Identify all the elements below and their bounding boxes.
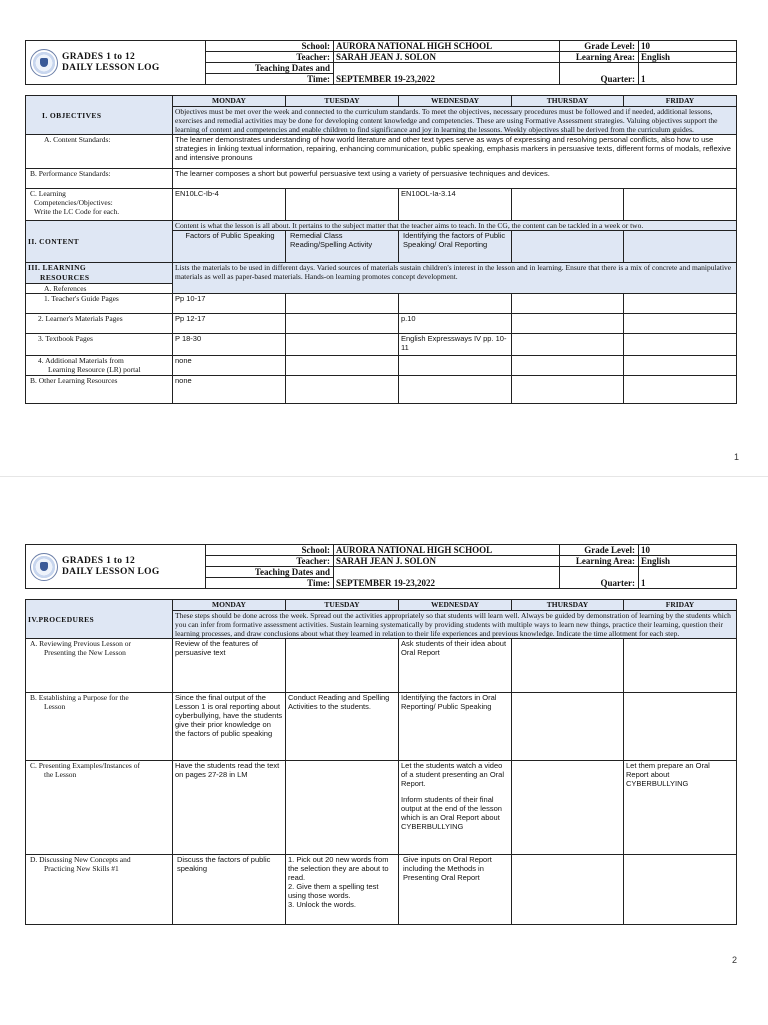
other-resources-friday [624,376,737,404]
textbook-monday: P 18-30 [173,334,286,356]
teacher-label: Teacher: [206,52,334,63]
procedures-label: IV.PROCEDURES [26,600,173,639]
step-d-wednesday: Give inputs on Oral Report including the Methods in Presenting Oral Report [399,855,512,925]
competency-friday [624,189,737,221]
quarter-label: Quarter: [560,63,639,85]
school-label: School: [206,41,334,52]
step-a-label [26,639,173,693]
header-table [25,40,737,85]
header-title-line1: GRADES 1 to 12 [62,51,136,62]
step-a-wednesday: Ask students of their idea about Oral Report [399,639,512,693]
step-a-label-2: Presenting the New Lesson [44,648,126,657]
lesson-table-1 [25,95,737,404]
procedures-description: These steps should be done across the week. Spread out the activities appropriately so that students will learn well. Always be guided by demonstration of learning by the students which you can infer from formative assessment activities. Sustain learning systematically by providing students with multiple ways to learn new things, practice their learning, question their learning processes, and draw conclusions about what they learned in relation to their life experiences and previous knowledge. Indicate the time allotment for each step. [173,611,737,639]
textbook-label: 3. Textbook Pages [26,334,173,356]
performance-standards-label: B. Performance Standards: [26,169,173,189]
content-standards-value: The learner demonstrates understanding of how world literature and other text types serve as ways of expressing and resolving personal conflicts, also how to use strategies in linking textual information, repairing, enhancing communication, public speaking, emphasis markers in persuasive texts, different forms of modals, reflexive and intensive pronouns [173,135,737,169]
step-c-thursday [512,761,624,855]
objectives-label: I. OBJECTIVES [26,96,173,135]
content-monday: Factors of Public Speaking [173,231,286,263]
performance-standards-value: The learner composes a short but powerful persuasive text using a variety of persuasive techniques and devices. [173,169,737,189]
textbook-tuesday [286,334,399,356]
step-b-wednesday: Identifying the factors in Oral Reporting/ Public Speaking [399,693,512,761]
competency-monday: EN10LC-Ib-4 [173,189,286,221]
competencies-label [26,189,173,221]
step-c-label [26,761,173,855]
additional-materials-friday [624,356,737,376]
competency-tuesday [286,189,399,221]
step-d-label-1: D. Discussing New Concepts and [30,855,131,864]
step-b-label [26,693,173,761]
header-table-2 [25,544,737,589]
step-a-label-1: A. Reviewing Previous Lesson or [30,639,132,648]
content-friday [624,231,737,263]
day-tuesday-2: TUESDAY [286,600,399,611]
day-wednesday-2: WEDNESDAY [399,600,512,611]
dates-label-2: Time: [206,74,334,85]
grade-label-2: Grade Level: [560,545,639,556]
teachers-guide-tuesday [286,294,399,314]
grade-label: Grade Level: [560,41,639,52]
day-friday: FRIDAY [624,96,737,107]
step-d-tuesday [286,855,399,925]
header-title-line2-2: DAILY LESSON LOG [62,566,160,577]
step-d-monday: Discuss the factors of public speaking [173,855,286,925]
step-c-wednesday [399,761,512,855]
quarter-value: 1 [639,63,737,85]
teachers-guide-wednesday [399,294,512,314]
step-b-tuesday: Conduct Reading and Spelling Activities to the students. [286,693,399,761]
other-resources-label: B. Other Learning Resources [26,376,173,404]
other-resources-tuesday [286,376,399,404]
teacher-label-2: Teacher: [206,556,334,567]
day-wednesday: WEDNESDAY [399,96,512,107]
step-d-tuesday-2: 2. Give them a spelling test using those words. [288,882,379,900]
header-title-line2: DAILY LESSON LOG [62,62,160,73]
textbook-wednesday: English Expressways IV pp. 10-11 [399,334,512,356]
step-b-monday: Since the final output of the Lesson 1 is oral reporting about cyberbullying, have the students give their prior knowledge on the factors of public speaking [173,693,286,761]
area-value: English [639,52,737,63]
content-tuesday: Remedial Class Reading/Spelling Activity [286,231,399,263]
step-c-friday [624,761,737,855]
textbook-thursday [512,334,624,356]
deped-seal-icon-2 [30,553,58,581]
header-logo-cell-2 [26,545,206,589]
teachers-guide-monday: Pp 10-17 [173,294,286,314]
step-a-friday [624,639,737,693]
step-d-tuesday-1: 1. Pick out 20 new words from the selection they are about to read. [288,855,389,882]
teachers-guide-label: 1. Teacher's Guide Pages [26,294,173,314]
day-friday-2: FRIDAY [624,600,737,611]
learners-materials-wednesday: p.10 [399,314,512,334]
content-standards-label: A. Content Standards: [26,135,173,169]
additional-materials-wednesday [399,356,512,376]
day-monday-2: MONDAY [173,600,286,611]
step-d-label [26,855,173,925]
additional-materials-monday: none [173,356,286,376]
step-c-friday-2: CYBERBULLYING [626,779,689,788]
other-resources-monday: none [173,376,286,404]
teacher-value: SARAH JEAN J. SOLON [334,52,560,63]
quarter-value-2: 1 [639,567,737,589]
competencies-label-1: C. Learning [30,189,66,198]
area-value-2: English [639,556,737,567]
step-c-wednesday-1: Let the students watch a video of a student presenting an Oral Report. [401,761,504,788]
school-value-2: AURORA NATIONAL HIGH SCHOOL [334,545,560,556]
quarter-label-2: Quarter: [560,567,639,589]
day-thursday: THURSDAY [512,96,624,107]
dates-label-2-2: Time: [206,578,334,589]
other-resources-wednesday [399,376,512,404]
dates-label-1-2: Teaching Dates and [206,567,334,578]
resources-label [26,263,173,284]
teachers-guide-friday [624,294,737,314]
step-c-label-1: C. Presenting Examples/Instances of [30,761,140,770]
school-value: AURORA NATIONAL HIGH SCHOOL [334,41,560,52]
other-resources-thursday [512,376,624,404]
competencies-label-3: Write the LC Code for each. [34,207,120,216]
step-c-wednesday-2: Inform students of their final output at the end of the lesson which is an Oral Report about [401,795,502,822]
area-label-2: Learning Area: [560,556,639,567]
teacher-value-2: SARAH JEAN J. SOLON [334,556,560,567]
day-monday: MONDAY [173,96,286,107]
dates-value: SEPTEMBER 19-23,2022 [334,63,560,85]
grade-value-2: 10 [639,545,737,556]
day-tuesday: TUESDAY [286,96,399,107]
school-label-2: School: [206,545,334,556]
step-c-monday: Have the students read the text on pages 27-28 in LM [173,761,286,855]
page-2 [0,476,768,1025]
learners-materials-thursday [512,314,624,334]
learners-materials-label: 2. Learner's Materials Pages [26,314,173,334]
content-thursday [512,231,624,263]
page-number-1: 1 [734,452,740,462]
content-wednesday: Identifying the factors of Public Speaking/ Oral Reporting [399,231,512,263]
additional-materials-thursday [512,356,624,376]
step-d-thursday [512,855,624,925]
step-c-tuesday [286,761,399,855]
grade-value: 10 [639,41,737,52]
competencies-label-2: Competencies/Objectives: [34,198,113,207]
dates-label-1: Teaching Dates and [206,63,334,74]
step-d-tuesday-3: 3. Unlock the words. [288,900,356,909]
step-b-thursday [512,693,624,761]
area-label: Learning Area: [560,52,639,63]
learners-materials-tuesday [286,314,399,334]
step-a-monday: Review of the features of persuasive text [173,639,286,693]
step-c-label-2: the Lesson [44,770,77,779]
resources-description: Lists the materials to be used in different days. Varied sources of materials sustain children's interest in the lesson and in learning. Ensure that there is a mix of concrete and manipulative materials as well as paper-based materials. Hands-on learning promotes concept development. [173,263,737,294]
deped-seal-icon [30,49,58,77]
step-c-wednesday-3: CYBERBULLYING [401,822,464,831]
step-d-label-2: Practicing New Skills #1 [44,864,119,873]
resources-label-2: RESOURCES [40,273,90,282]
textbook-friday [624,334,737,356]
page-number-2: 2 [732,955,738,965]
step-c-friday-1: Let them prepare an Oral Report about [626,761,710,779]
learners-materials-friday [624,314,737,334]
page-1 [0,0,768,476]
additional-materials-tuesday [286,356,399,376]
teachers-guide-thursday [512,294,624,314]
resources-label-1: III. LEARNING [28,263,87,272]
additional-materials-label-2: Learning Resource (LR) portal [48,365,141,374]
header-title-line1-2: GRADES 1 to 12 [62,555,136,566]
additional-materials-label-1: 4. Additional Materials from [38,356,124,365]
day-thursday-2: THURSDAY [512,600,624,611]
dates-value-2: SEPTEMBER 19-23,2022 [334,567,560,589]
step-a-tuesday [286,639,399,693]
content-label: II. CONTENT [26,221,173,263]
step-b-label-2: Lesson [44,702,66,711]
header-logo-cell [26,41,206,85]
references-label: A. References [26,284,173,294]
step-a-thursday [512,639,624,693]
step-b-friday [624,693,737,761]
step-d-friday [624,855,737,925]
step-b-label-1: B. Establishing a Purpose for the [30,693,129,702]
learners-materials-monday: Pp 12-17 [173,314,286,334]
content-description: Content is what the lesson is all about. It pertains to the subject matter that the teacher aims to teach. In the CG, the content can be tackled in a week or two. [173,221,737,231]
competency-thursday [512,189,624,221]
objectives-description: Objectives must be met over the week and connected to the curriculum standards. To meet the objectives, necessary procedures must be followed and if needed, additional lessons, exercises and remedial activities may be done for developing content knowledge and competencies. These are using Formative Assessment strategies. Valuing objectives support the learning of content and competencies and enable children to find significance and joy in learning the lessons. Weekly objectives shall be derived from the curriculum guides. [173,107,737,135]
lesson-table-2 [25,599,737,925]
competency-wednesday: EN10OL-Ia-3.14 [399,189,512,221]
additional-materials-label [26,356,173,376]
